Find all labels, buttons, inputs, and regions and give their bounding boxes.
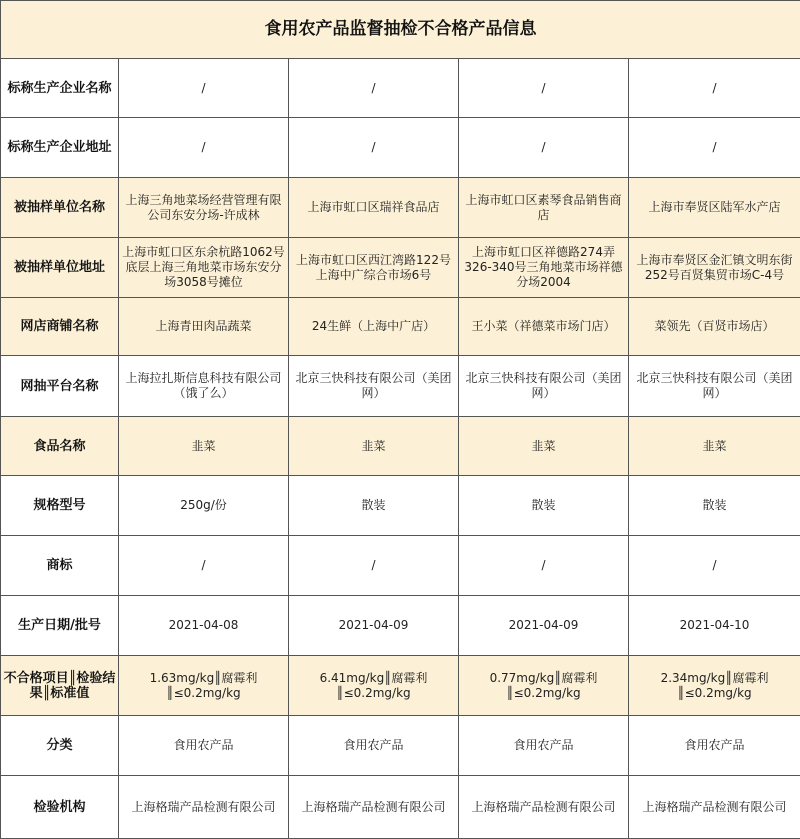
- table-cell: 食用农产品: [289, 716, 459, 776]
- row-label: 标称生产企业名称: [1, 59, 119, 118]
- table-row: [1, 656, 800, 716]
- row-label: 不合格项目║检验结果║标准值: [1, 656, 119, 716]
- row-label: 被抽样单位名称: [1, 178, 119, 238]
- table-cell: 上海市虹口区瑞祥食品店: [289, 178, 459, 238]
- row-label: 检验机构: [1, 776, 119, 839]
- table-cell: 上海青田肉品蔬菜: [119, 298, 289, 356]
- table-cell: 2021-04-09: [459, 596, 629, 656]
- table-cell: 上海市虹口区西江湾路122号上海中广综合市场6号: [289, 238, 459, 298]
- row-label: 分类: [1, 716, 119, 776]
- table-cell: 北京三快科技有限公司（美团网）: [459, 356, 629, 417]
- table-cell: /: [289, 536, 459, 596]
- page-title: 食用农产品监督抽检不合格产品信息: [1, 1, 800, 59]
- table-cell: /: [119, 118, 289, 178]
- row-label: 网抽平台名称: [1, 356, 119, 417]
- table-cell: 250g/份: [119, 476, 289, 536]
- table-row: [1, 59, 800, 118]
- table-cell: 散装: [459, 476, 629, 536]
- table-cell: 0.77mg/kg║腐霉利║≤0.2mg/kg: [459, 656, 629, 716]
- table-cell: /: [459, 536, 629, 596]
- table-cell: 食用农产品: [119, 716, 289, 776]
- table-cell: 2021-04-08: [119, 596, 289, 656]
- table-cell: 6.41mg/kg║腐霉利║≤0.2mg/kg: [289, 656, 459, 716]
- table-cell: 食用农产品: [629, 716, 800, 776]
- table-cell: /: [119, 536, 289, 596]
- table-cell: 2.34mg/kg║腐霉利║≤0.2mg/kg: [629, 656, 800, 716]
- table-cell: /: [629, 118, 800, 178]
- table-cell: 2021-04-10: [629, 596, 800, 656]
- table-cell: 韭菜: [289, 417, 459, 476]
- row-label: 食品名称: [1, 417, 119, 476]
- table-cell: 上海三角地菜场经营管理有限公司东安分场-许成林: [119, 178, 289, 238]
- row-label: 规格型号: [1, 476, 119, 536]
- table-cell: 上海格瑞产品检测有限公司: [459, 776, 629, 839]
- table-cell: 2021-04-09: [289, 596, 459, 656]
- table-cell: /: [289, 118, 459, 178]
- table-cell: 食用农产品: [459, 716, 629, 776]
- table-cell: 韭菜: [119, 417, 289, 476]
- table-row: [1, 118, 800, 178]
- table-cell: 韭菜: [629, 417, 800, 476]
- row-label: 生产日期/批号: [1, 596, 119, 656]
- table-row: [1, 356, 800, 417]
- table-cell: 韭菜: [459, 417, 629, 476]
- table-cell: 上海格瑞产品检测有限公司: [289, 776, 459, 839]
- row-label: 网店商铺名称: [1, 298, 119, 356]
- table-cell: 上海市奉贤区金汇镇文明东街252号百贤集贸市场C-4号: [629, 238, 800, 298]
- table-row: [1, 536, 800, 596]
- table-cell: /: [289, 59, 459, 118]
- row-label: 商标: [1, 536, 119, 596]
- table-row: [1, 238, 800, 298]
- table-cell: 24生鲜（上海中广店）: [289, 298, 459, 356]
- table-cell: 上海市虹口区素琴食品销售商店: [459, 178, 629, 238]
- row-label: 被抽样单位地址: [1, 238, 119, 298]
- table-cell: 上海市虹口区祥德路274弄326-340号三角地菜市场祥德分场2004: [459, 238, 629, 298]
- table-cell: /: [459, 118, 629, 178]
- table-cell: 散装: [629, 476, 800, 536]
- table-cell: /: [629, 536, 800, 596]
- table-body: [1, 1, 800, 839]
- table-cell: 王小菜（祥德菜市场门店）: [459, 298, 629, 356]
- table-cell: 上海市奉贤区陆军水产店: [629, 178, 800, 238]
- table-row: [1, 776, 800, 839]
- table-cell: /: [629, 59, 800, 118]
- table-row: [1, 596, 800, 656]
- table-cell: 散装: [289, 476, 459, 536]
- table-cell: 北京三快科技有限公司（美团网）: [629, 356, 800, 417]
- row-label: 标称生产企业地址: [1, 118, 119, 178]
- table-row: [1, 716, 800, 776]
- table-cell: /: [459, 59, 629, 118]
- table-cell: 1.63mg/kg║腐霉利║≤0.2mg/kg: [119, 656, 289, 716]
- table-cell: 上海拉扎斯信息科技有限公司（饿了么）: [119, 356, 289, 417]
- title-row: [1, 1, 800, 59]
- table-cell: 菜领先（百贤市场店）: [629, 298, 800, 356]
- table-cell: 上海市虹口区东余杭路1062号底层上海三角地菜市场东安分场3058号摊位: [119, 238, 289, 298]
- table-cell: 北京三快科技有限公司（美团网）: [289, 356, 459, 417]
- table-row: [1, 178, 800, 238]
- table-cell: 上海格瑞产品检测有限公司: [119, 776, 289, 839]
- table-row: [1, 417, 800, 476]
- table-cell: /: [119, 59, 289, 118]
- table-row: [1, 298, 800, 356]
- table-cell: 上海格瑞产品检测有限公司: [629, 776, 800, 839]
- table-row: [1, 476, 800, 536]
